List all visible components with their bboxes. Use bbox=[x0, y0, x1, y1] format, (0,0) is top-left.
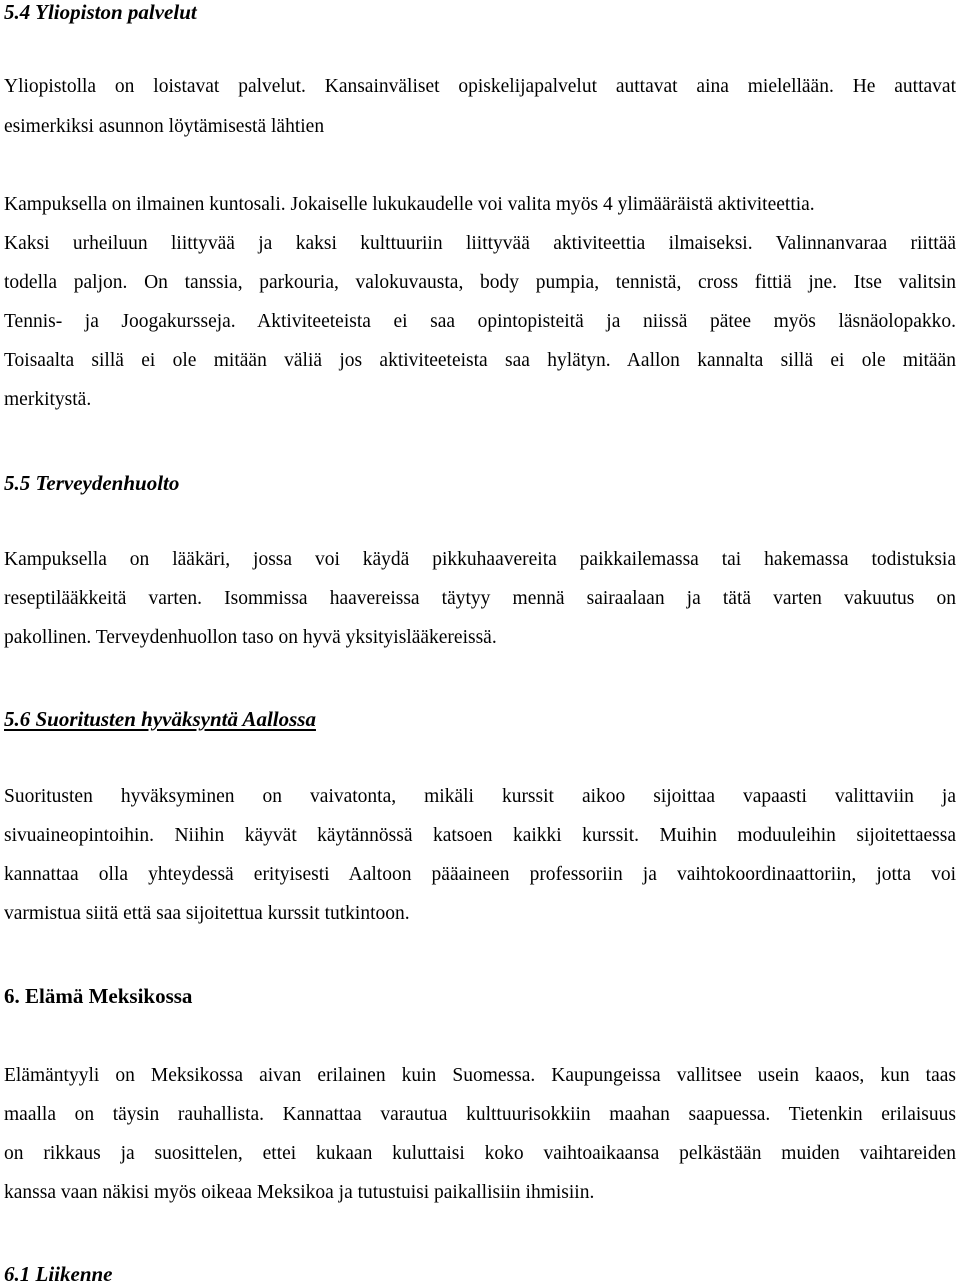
paragraph-line: todella paljon. On tanssia, parkouria, valokuvausta, body pumpia, tennistä, cross fittiä jne. Itse valitsin bbox=[4, 272, 956, 293]
section-heading-5-5: 5.5 Terveydenhuolto bbox=[4, 471, 180, 495]
paragraph-line: esimerkiksi asunnon löytämisestä lähtien bbox=[4, 116, 325, 137]
paragraph-line: Kampuksella on ilmainen kuntosali. Jokaiselle lukukaudelle voi valita myös 4 ylimääräistä aktiviteettia. bbox=[4, 194, 815, 215]
paragraph-line: Yliopistolla on loistavat palvelut. Kansainväliset opiskelijapalvelut auttavat aina mielellään. He auttavat bbox=[4, 76, 956, 97]
paragraph-line: Suoritusten hyväksyminen on vaivatonta, mikäli kurssit aikoo sijoittaa vapaasti valittaviin ja bbox=[4, 786, 956, 807]
paragraph-line: Elämäntyyli on Meksikossa aivan erilainen kuin Suomessa. Kaupungeissa vallitsee usein kaaos, kun taas bbox=[4, 1065, 956, 1086]
paragraph-line: Toisaalta sillä ei ole mitään väliä jos aktiviteeteista saa hylätyn. Aallon kannalta sillä ei ole mitään bbox=[4, 350, 956, 371]
paragraph-line: kanssa vaan näkisi myös oikeaa Meksikoa ja tutustuisi paikallisiin ihmisiin. bbox=[4, 1182, 595, 1203]
paragraph-line: kannattaa olla yhteydessä erityisesti Aaltoon pääaineen professoriin ja vaihtokoordinaattoriin, jotta voi bbox=[4, 864, 956, 885]
paragraph-line: Kampuksella on lääkäri, jossa voi käydä pikkuhaavereita paikkailemassa tai hakemassa todistuksia bbox=[4, 549, 956, 570]
paragraph-line: reseptilääkkeitä varten. Isommissa haavereissa täytyy mennä sairaalaan ja tätä varten vakuutus on bbox=[4, 588, 956, 609]
section-heading-5-6: 5.6 Suoritusten hyväksyntä Aallossa bbox=[4, 707, 316, 731]
paragraph-line: sivuaineopintoihin. Niihin käyvät käytännössä katsoen kaikki kurssit. Muihin moduuleihin sijoitettaessa bbox=[4, 825, 956, 846]
paragraph-line: pakollinen. Terveydenhuollon taso on hyvä yksityislääkereissä. bbox=[4, 627, 497, 648]
section-heading-5-4: 5.4 Yliopiston palvelut bbox=[4, 0, 197, 24]
section-heading-6-1: 6.1 Liikenne bbox=[4, 1262, 113, 1286]
section-heading-6: 6. Elämä Meksikossa bbox=[4, 984, 193, 1008]
paragraph-line: maalla on täysin rauhallista. Kannattaa varautua kulttuurisokkiin maahan saapuessa. Tietenkin erilaisuus bbox=[4, 1104, 956, 1125]
paragraph-line: Kaksi urheiluun liittyvää ja kaksi kulttuuriin liittyvää aktiviteettia ilmaiseksi. Valinnanvaraa riittää bbox=[4, 233, 956, 254]
paragraph-line: Tennis- ja Joogakursseja. Aktiviteeteista ei saa opintopisteitä ja niissä pätee myös läsnäolopakko. bbox=[4, 311, 956, 332]
paragraph-line: varmistua siitä että saa sijoitettua kurssit tutkintoon. bbox=[4, 903, 410, 924]
paragraph-line: on rikkaus ja suosittelen, ettei kukaan kuluttaisi koko vaihtoaikaansa pelkästään muiden vaihtareiden bbox=[4, 1143, 956, 1164]
paragraph-line: merkitystä. bbox=[4, 389, 92, 410]
